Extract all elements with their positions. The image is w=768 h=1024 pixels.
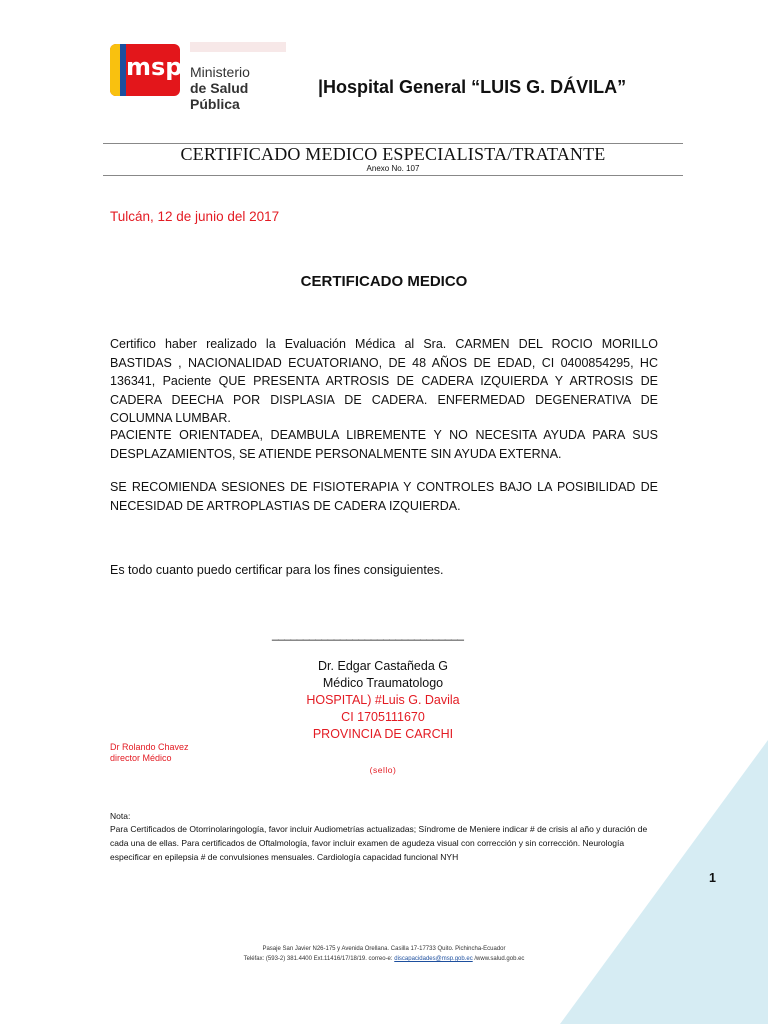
ministry-logo (110, 40, 300, 112)
director-role: director Médico (110, 753, 172, 763)
msp-logo-mark (110, 44, 183, 96)
director-name: Dr Rolando Chavez (110, 742, 189, 752)
logo-faint-text (190, 42, 286, 52)
footer-web: /www.salud.gob.ec (474, 956, 525, 962)
seal-placeholder: (sello) (369, 765, 397, 775)
note-body: Para Certificados de Otorrinolaringología, favor incluir Audiometrías actualizadas; Síndrome de Meniere indicar # de crisis al año y duración de cada una de ellas. Para certificados de Oftalmología, favor incluir examen de agudeza visual con corrección y sin corrección. Neurología especificar en epilepsia # de convulsiones mensuales. Cardiología capacidad funcional NYH (110, 824, 648, 862)
certificate-date: Tulcán, 12 de junio del 2017 (110, 209, 280, 224)
paragraph-evaluation: Certifico haber realizado la Evaluación Médica al Sra. CARMEN DEL ROCIO MORILLO BASTIDAS , NACIONALIDAD ECUATORIANO, DE 48 AÑOS DE EDAD, CI 0400854295, HC 136341, Paciente QUE PRESENTA ARTROSIS DE CADERA IZQUIERDA Y ARTROSIS DE CADERA DEECHA POR DISPLASIA DE CADERA. ENFERMEDAD DEGENERATIVA DE COLUMNA LUMBAR. (110, 337, 658, 425)
certificate-heading: CERTIFICADO MEDICO ESPECIALISTA/TRATANTE (180, 144, 606, 164)
doctor-name: Dr. Edgar Castañeda G (318, 659, 448, 673)
logo-line1: Ministerio (190, 64, 250, 80)
certificate-title: CERTIFICADO MEDICO (300, 273, 468, 290)
doctor-hospital: HOSPITAL) #Luis G. Davila (306, 693, 460, 707)
page-number: 1 (709, 871, 716, 885)
bottom-rule (103, 175, 683, 176)
hospital-title: |Hospital General “LUIS G. DÁVILA” (318, 77, 627, 97)
doctor-ci: CI 1705111670 (341, 710, 425, 724)
signature-line: _______________________________ (272, 627, 464, 641)
paragraph-mobility: PACIENTE ORIENTADEA, DEAMBULA LIBREMENTE Y NO NECESITA AYUDA PARA SUS DESPLAZAMIENTOS, SE ATIENDE PERSONALMENTE SIN AYUDA EXTERNA. (110, 428, 658, 461)
logo-letters: msp (126, 53, 183, 81)
note-label: Nota: (110, 811, 131, 821)
paragraph-recommendation: SE RECOMIENDA SESIONES DE FISIOTERAPIA Y CONTROLES BAJO LA POSIBILIDAD DE NECESIDAD DE ARTROPLASTIAS DE CADERA IZQUIERDA. (110, 480, 658, 513)
logo-line2: de Salud Pública (190, 80, 249, 112)
closing-statement: Es todo cuanto puedo certificar para los fines consiguientes. (110, 563, 444, 577)
annex-number: Anexo No. 107 (366, 164, 420, 173)
footer-address: Pasaje San Javier N26-175 y Avenida Orellana. Casilla 17-17733 Quito. Pichincha-Ecuador (262, 946, 506, 952)
footer-phone: Teléfax: (593-2) 381.4400 Ext.11416/17/18/19. correo-e: (243, 956, 393, 962)
footer-email-link[interactable]: discapacidades@msp.gob.ec (394, 956, 473, 962)
footer-contact (110, 956, 658, 962)
doctor-role: Médico Traumatologo (322, 676, 444, 690)
doctor-province: PROVINCIA DE CARCHI (312, 727, 454, 741)
logo-text (190, 64, 300, 112)
